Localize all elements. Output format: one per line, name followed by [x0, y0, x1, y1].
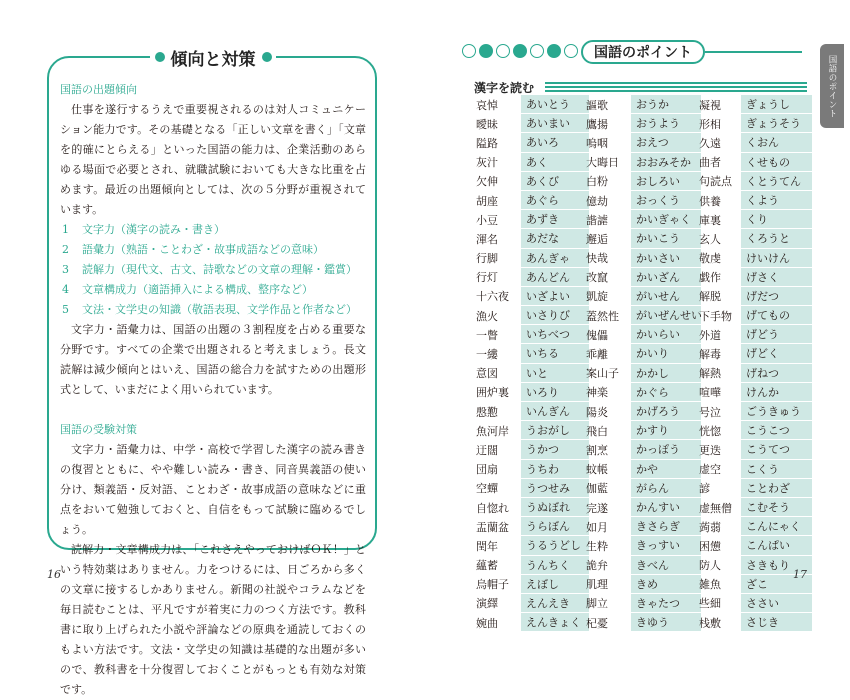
- trend-paragraph-2: 文字力・語彙力は、国語の出題の３割程度を占める重要な分野です。すべての企業で出題されると考えましょう。長文読解は減少傾向とはいえ、国語の総合力を試すための出題形式として、いまだによく用いられています。: [60, 323, 366, 396]
- reading: うかつ: [521, 440, 589, 459]
- reading: けいけん: [741, 249, 812, 268]
- reading: さじき: [741, 613, 812, 632]
- kanji-word: 更迭: [699, 443, 721, 457]
- word-row: [584, 114, 701, 133]
- list-text: 語彙力（熟語・ことわざ・故事成語などの意味）: [82, 243, 324, 256]
- reading: ざこ: [741, 575, 812, 594]
- word-row: [697, 536, 812, 555]
- reading: うおがし: [521, 421, 589, 440]
- kanji-word: 喧嘩: [699, 386, 721, 400]
- word-row: [474, 536, 589, 555]
- list-number: 3: [62, 263, 69, 276]
- reading: がいせん: [631, 287, 701, 306]
- circle-icon: [479, 44, 493, 58]
- kanji-word: 蘊蓄: [476, 559, 498, 573]
- reading: かいこう: [631, 229, 701, 248]
- reading: ぎょうそう: [741, 114, 812, 133]
- reading: いんぎん: [521, 402, 589, 421]
- section-heading-trend: 国語の出題傾向: [60, 83, 137, 96]
- reading: げどく: [741, 344, 812, 363]
- kanji-word: 諺: [699, 482, 710, 496]
- kanji-word: 諧謔: [586, 213, 608, 227]
- kanji-word: 如月: [586, 520, 608, 534]
- reading: えんえき: [521, 594, 589, 613]
- word-row: [697, 325, 812, 344]
- word-row: [697, 114, 812, 133]
- word-row: [474, 344, 589, 363]
- kanji-word: 傀儡: [586, 328, 608, 342]
- word-row: [697, 287, 812, 306]
- kanji-word: 盂蘭盆: [476, 520, 509, 534]
- kanji-word: 曲者: [699, 156, 721, 170]
- kanji-word: 庫裏: [699, 213, 721, 227]
- kanji-word: 行脚: [476, 252, 498, 266]
- kanji-word: 生粋: [586, 539, 608, 553]
- word-row: [474, 95, 589, 114]
- kanji-word: 大晦日: [586, 156, 619, 170]
- word-row: [584, 421, 701, 440]
- reading: くり: [741, 210, 812, 229]
- reading: けんか: [741, 383, 812, 402]
- reading: くよう: [741, 191, 812, 210]
- reading: かんすい: [631, 498, 701, 517]
- reading: くとうてん: [741, 172, 812, 191]
- reading: きべん: [631, 556, 701, 575]
- word-row: [474, 498, 589, 517]
- reading: おしろい: [631, 172, 701, 191]
- list-number: 4: [62, 283, 69, 296]
- dot-icon: [262, 52, 272, 62]
- dot-icon: [155, 52, 165, 62]
- word-column-1: [474, 95, 589, 632]
- reading: こくう: [741, 460, 812, 479]
- kanji-word: 魚河岸: [476, 424, 509, 438]
- reading: かかし: [631, 364, 701, 383]
- word-row: [474, 613, 589, 632]
- circle-icon: [564, 44, 578, 58]
- kanji-word: 玄人: [699, 232, 721, 246]
- word-row: [584, 287, 701, 306]
- kanji-word: 脚立: [586, 597, 608, 611]
- word-row: [697, 153, 812, 172]
- word-row: [584, 479, 701, 498]
- list-number: 2: [62, 243, 69, 256]
- side-tab-label: 国語のポイント: [827, 54, 837, 118]
- reading: こむそう: [741, 498, 812, 517]
- kanji-word: 迂闊: [476, 443, 498, 457]
- reading: こうこつ: [741, 421, 812, 440]
- kanji-word: 解熱: [699, 367, 721, 381]
- word-row: [584, 344, 701, 363]
- kanji-word: 十六夜: [476, 290, 509, 304]
- reading: こんぱい: [741, 536, 812, 555]
- kanji-word: 恍惚: [699, 424, 721, 438]
- kanji-word: 形相: [699, 117, 721, 131]
- kanji-word: 凱旋: [586, 290, 608, 304]
- kanji-section-heading: 漢字を読む: [474, 81, 535, 95]
- reading: かっぽう: [631, 440, 701, 459]
- kanji-word: 号泣: [699, 405, 721, 419]
- circle-icon: [547, 44, 561, 58]
- kanji-word: 漁火: [476, 309, 498, 323]
- section-heading-strategy: 国語の受験対策: [60, 423, 137, 436]
- left-title-banner: [150, 42, 276, 72]
- kanji-word: 囲炉裏: [476, 386, 509, 400]
- trend-paragraph: 仕事を遂行するうえで重要視されるのは対人コミュニケーション能力です。その基礎となる「正しい文章を書く」「文章を的確にとらえる」といった国語の能力は、企業活動のあらゆる場面で必要とされ、就職試験においても大きな比重を占めます。最近の出題傾向としては、次の５分野が重視されています。: [60, 103, 366, 216]
- kanji-word: 欠伸: [476, 175, 498, 189]
- kanji-word: 栈敷: [699, 616, 721, 630]
- kanji-word: 完遂: [586, 501, 608, 515]
- word-row: [584, 402, 701, 421]
- word-row: [697, 498, 812, 517]
- reading: いちべつ: [521, 325, 589, 344]
- title-rule: [705, 51, 802, 53]
- word-row: [584, 95, 701, 114]
- reading: あずき: [521, 210, 589, 229]
- word-row: [584, 383, 701, 402]
- reading: あんどん: [521, 268, 589, 287]
- reading: くせもの: [741, 153, 812, 172]
- kanji-word: 戯作: [699, 271, 721, 285]
- reading: こうてつ: [741, 440, 812, 459]
- reading: こんにゃく: [741, 517, 812, 536]
- word-row: [474, 517, 589, 536]
- kanji-word: 伽藍: [586, 482, 608, 496]
- reading: うらぼん: [521, 517, 589, 536]
- page-number-right: 17: [793, 568, 807, 581]
- kanji-word: 哀悼: [476, 98, 498, 112]
- strategy-paragraph-2: 読解力・文章構成力は、「これさえやっておけばＯＫ！」という特効薬はありません。力をつけるには、日ごろから多くの文章に接するしかありません。新聞の社説やコラムなどを毎日読むことは、平凡ですが着実に力のつく方法です。教科書に取り上げられた小説や評論などの原典を通読しておくのもよい方法です。文法・文学史の知識は基礎的な出題が多いので、教科書を十分復習しておくことがもっとも有効な対策です。: [60, 543, 366, 696]
- list-text: 文章構成力（適語挿入による構成、整序など）: [82, 283, 313, 296]
- word-row: [474, 287, 589, 306]
- word-row: [584, 556, 701, 575]
- circle-icon: [513, 44, 527, 58]
- reading: かいらい: [631, 325, 701, 344]
- kanji-word: 解脱: [699, 290, 721, 304]
- kanji-word: 防人: [699, 559, 721, 573]
- word-row: [474, 306, 589, 325]
- kanji-word: 蓋然性: [586, 309, 619, 323]
- kanji-word: 陽炎: [586, 405, 608, 419]
- reading: かげろう: [631, 402, 701, 421]
- reading: きゆう: [631, 613, 701, 632]
- right-title-bar: [462, 42, 802, 64]
- kanji-word: 一瞥: [476, 328, 498, 342]
- kanji-word: 案山子: [586, 367, 619, 381]
- kanji-word: 婉曲: [476, 616, 498, 630]
- reading: げねつ: [741, 364, 812, 383]
- reading: げさく: [741, 268, 812, 287]
- word-row: [474, 421, 589, 440]
- field-list-item: [60, 260, 366, 280]
- side-tab[interactable]: [820, 44, 844, 128]
- word-row: [474, 172, 589, 191]
- word-row: [697, 210, 812, 229]
- word-row: [474, 440, 589, 459]
- kanji-word: 閏年: [476, 539, 498, 553]
- reading: げだつ: [741, 287, 812, 306]
- reading: あいまい: [521, 114, 589, 133]
- kanji-word: 小豆: [476, 213, 498, 227]
- kanji-word: 烏帽子: [476, 578, 509, 592]
- kanji-word: 快哉: [586, 252, 608, 266]
- kanji-word: 虚空: [699, 463, 721, 477]
- word-row: [697, 95, 812, 114]
- word-row: [584, 440, 701, 459]
- kanji-word: 行灯: [476, 271, 498, 285]
- reading: うぬぼれ: [521, 498, 589, 517]
- field-list-item: [60, 240, 366, 260]
- list-text: 文字力（漢字の読み・書き）: [82, 223, 225, 236]
- strategy-paragraph-1: 文字力・語彙力は、中学・高校で学習した漢字の読み書きの復習とともに、やや難しい読み・書き、同音異義語の使い分け、類義語・反対語、ことわざ・故事成語の意味などに重点をおいて勉強しておくと、自信をもって試験に臨めるでしょう。: [60, 443, 366, 536]
- reading: あいとう: [521, 95, 589, 114]
- word-row: [697, 613, 812, 632]
- word-row: [584, 364, 701, 383]
- word-row: [584, 613, 701, 632]
- word-row: [584, 249, 701, 268]
- kanji-word: 詭弁: [586, 559, 608, 573]
- word-row: [697, 344, 812, 363]
- reading: うちわ: [521, 460, 589, 479]
- word-row: [697, 460, 812, 479]
- kanji-word: 自惚れ: [476, 501, 509, 515]
- reading: かいぎゃく: [631, 210, 701, 229]
- reading: かや: [631, 460, 701, 479]
- reading: きゃたつ: [631, 594, 701, 613]
- reading: きさらぎ: [631, 517, 701, 536]
- word-row: [474, 556, 589, 575]
- decorative-circles: [462, 44, 578, 58]
- reading: かぐら: [631, 383, 701, 402]
- reading: いざよい: [521, 287, 589, 306]
- reading: あくび: [521, 172, 589, 191]
- page-number-left: 16: [47, 568, 61, 581]
- field-list-item: [60, 300, 366, 320]
- reading: うるうどし: [521, 536, 589, 555]
- kanji-word: 灰汁: [476, 156, 498, 170]
- kanji-word: 困憊: [699, 539, 721, 553]
- word-row: [584, 536, 701, 555]
- word-row: [697, 517, 812, 536]
- reading: かすり: [631, 421, 701, 440]
- reading: おえつ: [631, 133, 701, 152]
- kanji-word: 虚無僧: [699, 501, 732, 515]
- reading: いちる: [521, 344, 589, 363]
- word-row: [584, 268, 701, 287]
- reading: かいざん: [631, 268, 701, 287]
- word-row: [474, 210, 589, 229]
- kanji-word: 句読点: [699, 175, 732, 189]
- kanji-word: 謳歌: [586, 98, 608, 112]
- kanji-word: 蒟蒻: [699, 520, 721, 534]
- word-row: [697, 364, 812, 383]
- reading: かいさい: [631, 249, 701, 268]
- reading: かいり: [631, 344, 701, 363]
- kanji-word: 渾名: [476, 232, 498, 246]
- reading: おっくう: [631, 191, 701, 210]
- word-row: [697, 306, 812, 325]
- word-row: [697, 421, 812, 440]
- word-row: [697, 133, 812, 152]
- word-row: [584, 575, 701, 594]
- kanji-word: 鷹揚: [586, 117, 608, 131]
- word-row: [474, 325, 589, 344]
- word-row: [474, 460, 589, 479]
- reading: げてもの: [741, 306, 812, 325]
- word-row: [474, 229, 589, 248]
- heading-stripes: [545, 82, 807, 94]
- word-row: [474, 114, 589, 133]
- word-row: [697, 440, 812, 459]
- reading: いさりび: [521, 306, 589, 325]
- reading: いと: [521, 364, 589, 383]
- word-row: [474, 383, 589, 402]
- reading: きめ: [631, 575, 701, 594]
- word-row: [697, 479, 812, 498]
- word-row: [474, 153, 589, 172]
- kanji-word: 蚊帳: [586, 463, 608, 477]
- reading: さきもり: [741, 556, 812, 575]
- reading: あぐら: [521, 191, 589, 210]
- kanji-word: 敬虔: [699, 252, 721, 266]
- list-text: 文法・文学史の知識（敬語表現、文学作品と作者など）: [82, 303, 357, 316]
- word-row: [474, 575, 589, 594]
- reading: えぼし: [521, 575, 589, 594]
- word-row: [584, 133, 701, 152]
- kanji-word: 曖昧: [476, 117, 498, 131]
- reading: えんきょく: [521, 613, 589, 632]
- kanji-word: 久遠: [699, 136, 721, 150]
- left-page-title: 傾向と対策: [170, 49, 256, 70]
- word-row: [584, 153, 701, 172]
- word-row: [584, 517, 701, 536]
- word-row: [697, 383, 812, 402]
- kanji-word: 些細: [699, 597, 721, 611]
- field-list: [60, 220, 366, 320]
- kanji-word: 白粉: [586, 175, 608, 189]
- kanji-word: 隘路: [476, 136, 498, 150]
- word-row: [697, 249, 812, 268]
- word-row: [584, 325, 701, 344]
- kanji-word: 飛白: [586, 424, 608, 438]
- word-row: [697, 229, 812, 248]
- word-row: [474, 402, 589, 421]
- kanji-word: 神楽: [586, 386, 608, 400]
- reading: ささい: [741, 594, 812, 613]
- kanji-word: 嗚咽: [586, 136, 608, 150]
- kanji-word: 外道: [699, 328, 721, 342]
- reading: あいろ: [521, 133, 589, 152]
- word-row: [584, 594, 701, 613]
- word-row: [697, 172, 812, 191]
- kanji-word: 億劫: [586, 194, 608, 208]
- word-row: [474, 364, 589, 383]
- reading: くろうと: [741, 229, 812, 248]
- list-text: 読解力（現代文、古文、詩歌などの文章の理解・鑑賞）: [82, 263, 357, 276]
- reading: うんちく: [521, 556, 589, 575]
- field-list-item: [60, 280, 366, 300]
- right-page-title: 国語のポイント: [581, 40, 705, 64]
- word-row: [697, 402, 812, 421]
- kanji-word: 供養: [699, 194, 721, 208]
- word-row: [584, 172, 701, 191]
- kanji-word: 肌理: [586, 578, 608, 592]
- word-row: [474, 133, 589, 152]
- word-row: [474, 268, 589, 287]
- reading: がいぜんせい: [631, 306, 701, 325]
- reading: おおみそか: [631, 153, 701, 172]
- kanji-word: 胡座: [476, 194, 498, 208]
- reading: ごうきゅう: [741, 402, 812, 421]
- reading: ぎょうし: [741, 95, 812, 114]
- kanji-word: 雑魚: [699, 578, 721, 592]
- word-row: [697, 268, 812, 287]
- kanji-word: 乖離: [586, 348, 608, 362]
- kanji-word: 一縷: [476, 348, 498, 362]
- reading: くおん: [741, 133, 812, 152]
- reading: あく: [521, 153, 589, 172]
- word-row: [584, 460, 701, 479]
- word-row: [474, 249, 589, 268]
- word-row: [697, 594, 812, 613]
- reading: ことわざ: [741, 479, 812, 498]
- kanji-word: 下手物: [699, 309, 732, 323]
- kanji-word: 改竄: [586, 271, 608, 285]
- word-column-2: [584, 95, 701, 632]
- reading: あんぎゃ: [521, 249, 589, 268]
- circle-icon: [496, 44, 510, 58]
- word-row: [697, 191, 812, 210]
- field-list-item: [60, 220, 366, 240]
- list-number: 5: [62, 303, 69, 316]
- kanji-word: 邂逅: [586, 232, 608, 246]
- word-row: [584, 306, 701, 325]
- list-number: 1: [62, 223, 69, 236]
- left-content: [60, 80, 366, 700]
- word-row: [474, 594, 589, 613]
- word-row: [474, 191, 589, 210]
- reading: おうか: [631, 95, 701, 114]
- kanji-word: 空蟬: [476, 482, 498, 496]
- reading: あだな: [521, 229, 589, 248]
- circle-icon: [462, 44, 476, 58]
- kanji-word: 凝視: [699, 98, 721, 112]
- kanji-word: 演繹: [476, 597, 498, 611]
- word-column-3: [697, 95, 812, 632]
- kanji-word: 割烹: [586, 443, 608, 457]
- reading: おうよう: [631, 114, 701, 133]
- kanji-word: 慇懃: [476, 405, 498, 419]
- circle-icon: [530, 44, 544, 58]
- kanji-word: 解毒: [699, 348, 721, 362]
- reading: うつせみ: [521, 479, 589, 498]
- word-row: [584, 210, 701, 229]
- reading: いろり: [521, 383, 589, 402]
- reading: がらん: [631, 479, 701, 498]
- kanji-word: 意図: [476, 367, 498, 381]
- reading: げどう: [741, 325, 812, 344]
- reading: きっすい: [631, 536, 701, 555]
- kanji-word: 団扇: [476, 463, 498, 477]
- word-row: [584, 229, 701, 248]
- word-row: [584, 498, 701, 517]
- word-row: [584, 191, 701, 210]
- kanji-word: 杞憂: [586, 616, 608, 630]
- word-row: [474, 479, 589, 498]
